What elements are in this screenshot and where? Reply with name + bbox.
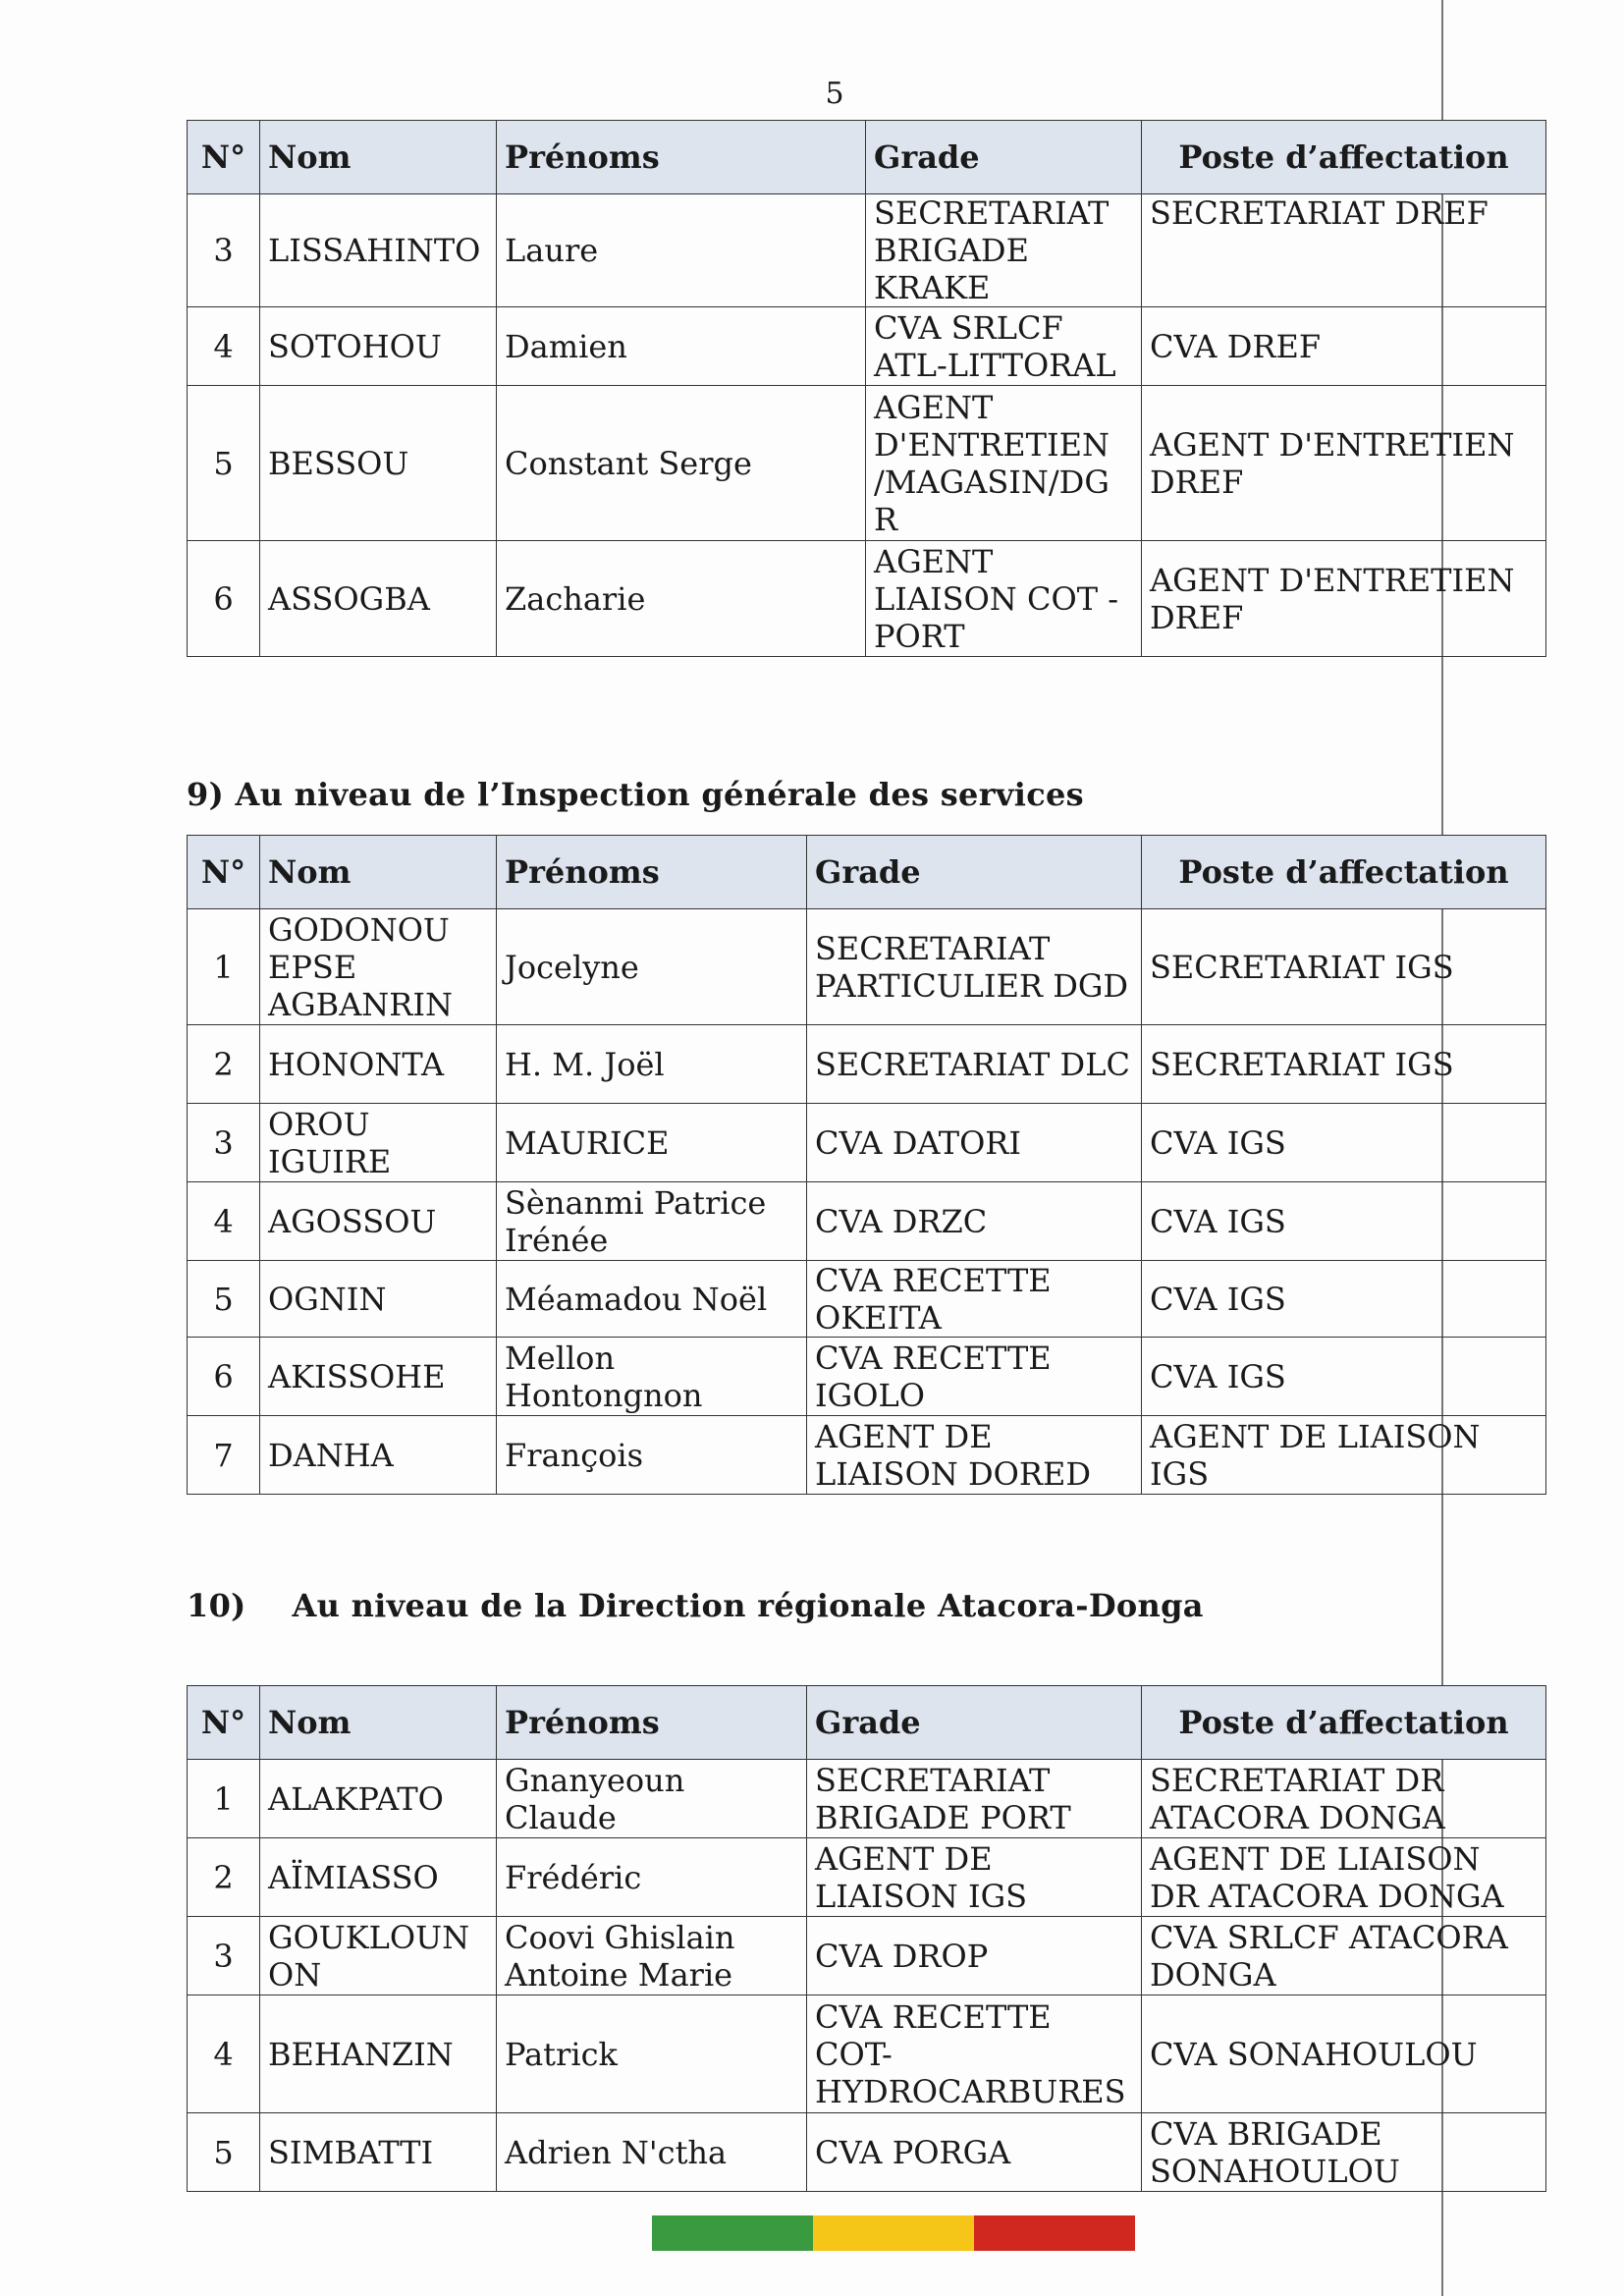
cell-prenoms: Adrien N'ctha <box>497 2113 807 2192</box>
cell-grade: CVA DATORI <box>807 1104 1142 1182</box>
cell-no: 1 <box>188 1760 260 1838</box>
header-poste: Poste d’affectation <box>1142 836 1546 909</box>
cell-nom: HONONTA <box>260 1025 497 1104</box>
cell-prenoms: Zacharie <box>497 541 866 657</box>
cell-nom: GODONOU EPSE AGBANRIN <box>260 909 497 1025</box>
cell-grade: SECRETARIAT BRIGADE KRAKE <box>866 194 1142 307</box>
cell-prenoms: Frédéric <box>497 1838 807 1917</box>
table-row <box>188 307 1546 386</box>
table-row <box>188 541 1546 657</box>
section-10-number: 10) <box>187 1587 246 1624</box>
cell-no: 4 <box>188 307 260 386</box>
cell-no: 3 <box>188 1917 260 1995</box>
table-row <box>188 1917 1546 1995</box>
cell-prenoms: MAURICE <box>497 1104 807 1182</box>
cell-no: 1 <box>188 909 260 1025</box>
table-igs <box>187 835 1546 1495</box>
cell-poste: AGENT D'ENTRETIEN DREF <box>1142 386 1546 541</box>
cell-poste: AGENT DE LIAISON IGS <box>1142 1416 1546 1495</box>
cell-grade: SECRETARIAT PARTICULIER DGD <box>807 909 1142 1025</box>
cell-prenoms: Coovi Ghislain Antoine Marie <box>497 1917 807 1995</box>
cell-nom: OROU IGUIRE <box>260 1104 497 1182</box>
header-prenoms: Prénoms <box>497 836 807 909</box>
table-row <box>188 909 1546 1025</box>
cell-prenoms: Jocelyne <box>497 909 807 1025</box>
cell-nom: SIMBATTI <box>260 2113 497 2192</box>
cell-nom: BEHANZIN <box>260 1995 497 2113</box>
cell-prenoms: H. M. Joël <box>497 1025 807 1104</box>
header-grade: Grade <box>866 121 1142 194</box>
page-number: 5 <box>825 77 844 111</box>
cell-poste: CVA IGS <box>1142 1104 1546 1182</box>
cell-grade: AGENT DE LIAISON DORED <box>807 1416 1142 1495</box>
flag-stripe-yellow <box>813 2215 974 2251</box>
cell-grade: CVA DROP <box>807 1917 1142 1995</box>
cell-prenoms: Damien <box>497 307 866 386</box>
cell-poste: AGENT D'ENTRETIEN DREF <box>1142 541 1546 657</box>
flag-stripe-green <box>652 2215 813 2251</box>
cell-nom: LISSAHINTO <box>260 194 497 307</box>
section-9-number: 9) <box>187 776 225 813</box>
cell-poste: SECRETARIAT IGS <box>1142 909 1546 1025</box>
table-row <box>188 1838 1546 1917</box>
cell-nom: ASSOGBA <box>260 541 497 657</box>
cell-prenoms: François <box>497 1416 807 1495</box>
flag-stripe-red <box>974 2215 1135 2251</box>
cell-grade: SECRETARIAT BRIGADE PORT <box>807 1760 1142 1838</box>
cell-no: 5 <box>188 1261 260 1338</box>
table-continued <box>187 120 1546 657</box>
cell-grade: SECRETARIAT DLC <box>807 1025 1142 1104</box>
cell-no: 5 <box>188 2113 260 2192</box>
table-row <box>188 1416 1546 1495</box>
cell-nom: BESSOU <box>260 386 497 541</box>
cell-nom: GOUKLOUN ON <box>260 1917 497 1995</box>
table-row <box>188 386 1546 541</box>
cell-nom: AÏMIASSO <box>260 1838 497 1917</box>
table-row <box>188 1104 1546 1182</box>
table-row <box>188 1182 1546 1261</box>
cell-grade: CVA RECETTE OKEITA <box>807 1261 1142 1338</box>
cell-nom: AKISSOHE <box>260 1338 497 1416</box>
cell-no: 3 <box>188 194 260 307</box>
cell-prenoms: Patrick <box>497 1995 807 2113</box>
table-row <box>188 194 1546 307</box>
header-grade: Grade <box>807 836 1142 909</box>
cell-prenoms: Méamadou Noël <box>497 1261 807 1338</box>
table-row <box>188 1261 1546 1338</box>
header-prenoms: Prénoms <box>497 121 866 194</box>
cell-no: 5 <box>188 386 260 541</box>
header-no: N° <box>188 1686 260 1760</box>
cell-poste: AGENT DE LIAISON DR ATACORA DONGA <box>1142 1838 1546 1917</box>
section-10-heading: Au niveau de la Direction régionale Atacora-Donga <box>292 1587 1204 1624</box>
cell-grade: CVA RECETTE COT-HYDROCARBURES <box>807 1995 1142 2113</box>
cell-poste: SECRETARIAT DR ATACORA DONGA <box>1142 1760 1546 1838</box>
table-row <box>188 1338 1546 1416</box>
header-nom: Nom <box>260 836 497 909</box>
cell-no: 2 <box>188 1025 260 1104</box>
cell-poste: CVA BRIGADE SONAHOULOU <box>1142 2113 1546 2192</box>
header-poste: Poste d’affectation <box>1142 121 1546 194</box>
header-no: N° <box>188 121 260 194</box>
cell-poste: SECRETARIAT DREF <box>1142 194 1546 307</box>
cell-grade: CVA DRZC <box>807 1182 1142 1261</box>
cell-no: 6 <box>188 1338 260 1416</box>
table-header-row <box>188 836 1546 909</box>
header-no: N° <box>188 836 260 909</box>
table-row <box>188 1995 1546 2113</box>
header-nom: Nom <box>260 121 497 194</box>
cell-nom: AGOSSOU <box>260 1182 497 1261</box>
section-10-title <box>187 1587 1204 1624</box>
cell-poste: CVA IGS <box>1142 1182 1546 1261</box>
header-grade: Grade <box>807 1686 1142 1760</box>
cell-poste: CVA SRLCF ATACORA DONGA <box>1142 1917 1546 1995</box>
cell-grade: AGENT DE LIAISON IGS <box>807 1838 1142 1917</box>
cell-poste: CVA IGS <box>1142 1261 1546 1338</box>
section-9-title <box>187 776 1084 813</box>
table-atacora-donga <box>187 1685 1546 2192</box>
cell-no: 4 <box>188 1182 260 1261</box>
cell-poste: CVA SONAHOULOU <box>1142 1995 1546 2113</box>
table-row <box>188 2113 1546 2192</box>
cell-nom: DANHA <box>260 1416 497 1495</box>
table-row <box>188 1760 1546 1838</box>
cell-prenoms: Sènanmi Patrice Irénée <box>497 1182 807 1261</box>
cell-prenoms: Laure <box>497 194 866 307</box>
cell-no: 6 <box>188 541 260 657</box>
cell-prenoms: Mellon Hontongnon <box>497 1338 807 1416</box>
table-row <box>188 1025 1546 1104</box>
cell-poste: CVA IGS <box>1142 1338 1546 1416</box>
cell-nom: OGNIN <box>260 1261 497 1338</box>
cell-grade: CVA SRLCF ATL-LITTORAL <box>866 307 1142 386</box>
cell-grade: AGENT D'ENTRETIEN /MAGASIN/DG R <box>866 386 1142 541</box>
cell-nom: ALAKPATO <box>260 1760 497 1838</box>
cell-no: 2 <box>188 1838 260 1917</box>
cell-no: 7 <box>188 1416 260 1495</box>
cell-grade: CVA PORGA <box>807 2113 1142 2192</box>
table-header-row <box>188 121 1546 194</box>
cell-poste: CVA DREF <box>1142 307 1546 386</box>
table-header-row <box>188 1686 1546 1760</box>
cell-no: 3 <box>188 1104 260 1182</box>
cell-prenoms: Constant Serge <box>497 386 866 541</box>
section-9-heading: Au niveau de l’Inspection générale des services <box>235 776 1084 813</box>
header-nom: Nom <box>260 1686 497 1760</box>
cell-grade: CVA RECETTE IGOLO <box>807 1338 1142 1416</box>
header-poste: Poste d’affectation <box>1142 1686 1546 1760</box>
cell-prenoms: Gnanyeoun Claude <box>497 1760 807 1838</box>
cell-no: 4 <box>188 1995 260 2113</box>
cell-grade: AGENT LIAISON COT - PORT <box>866 541 1142 657</box>
cell-nom: SOTOHOU <box>260 307 497 386</box>
header-prenoms: Prénoms <box>497 1686 807 1760</box>
cell-poste: SECRETARIAT IGS <box>1142 1025 1546 1104</box>
